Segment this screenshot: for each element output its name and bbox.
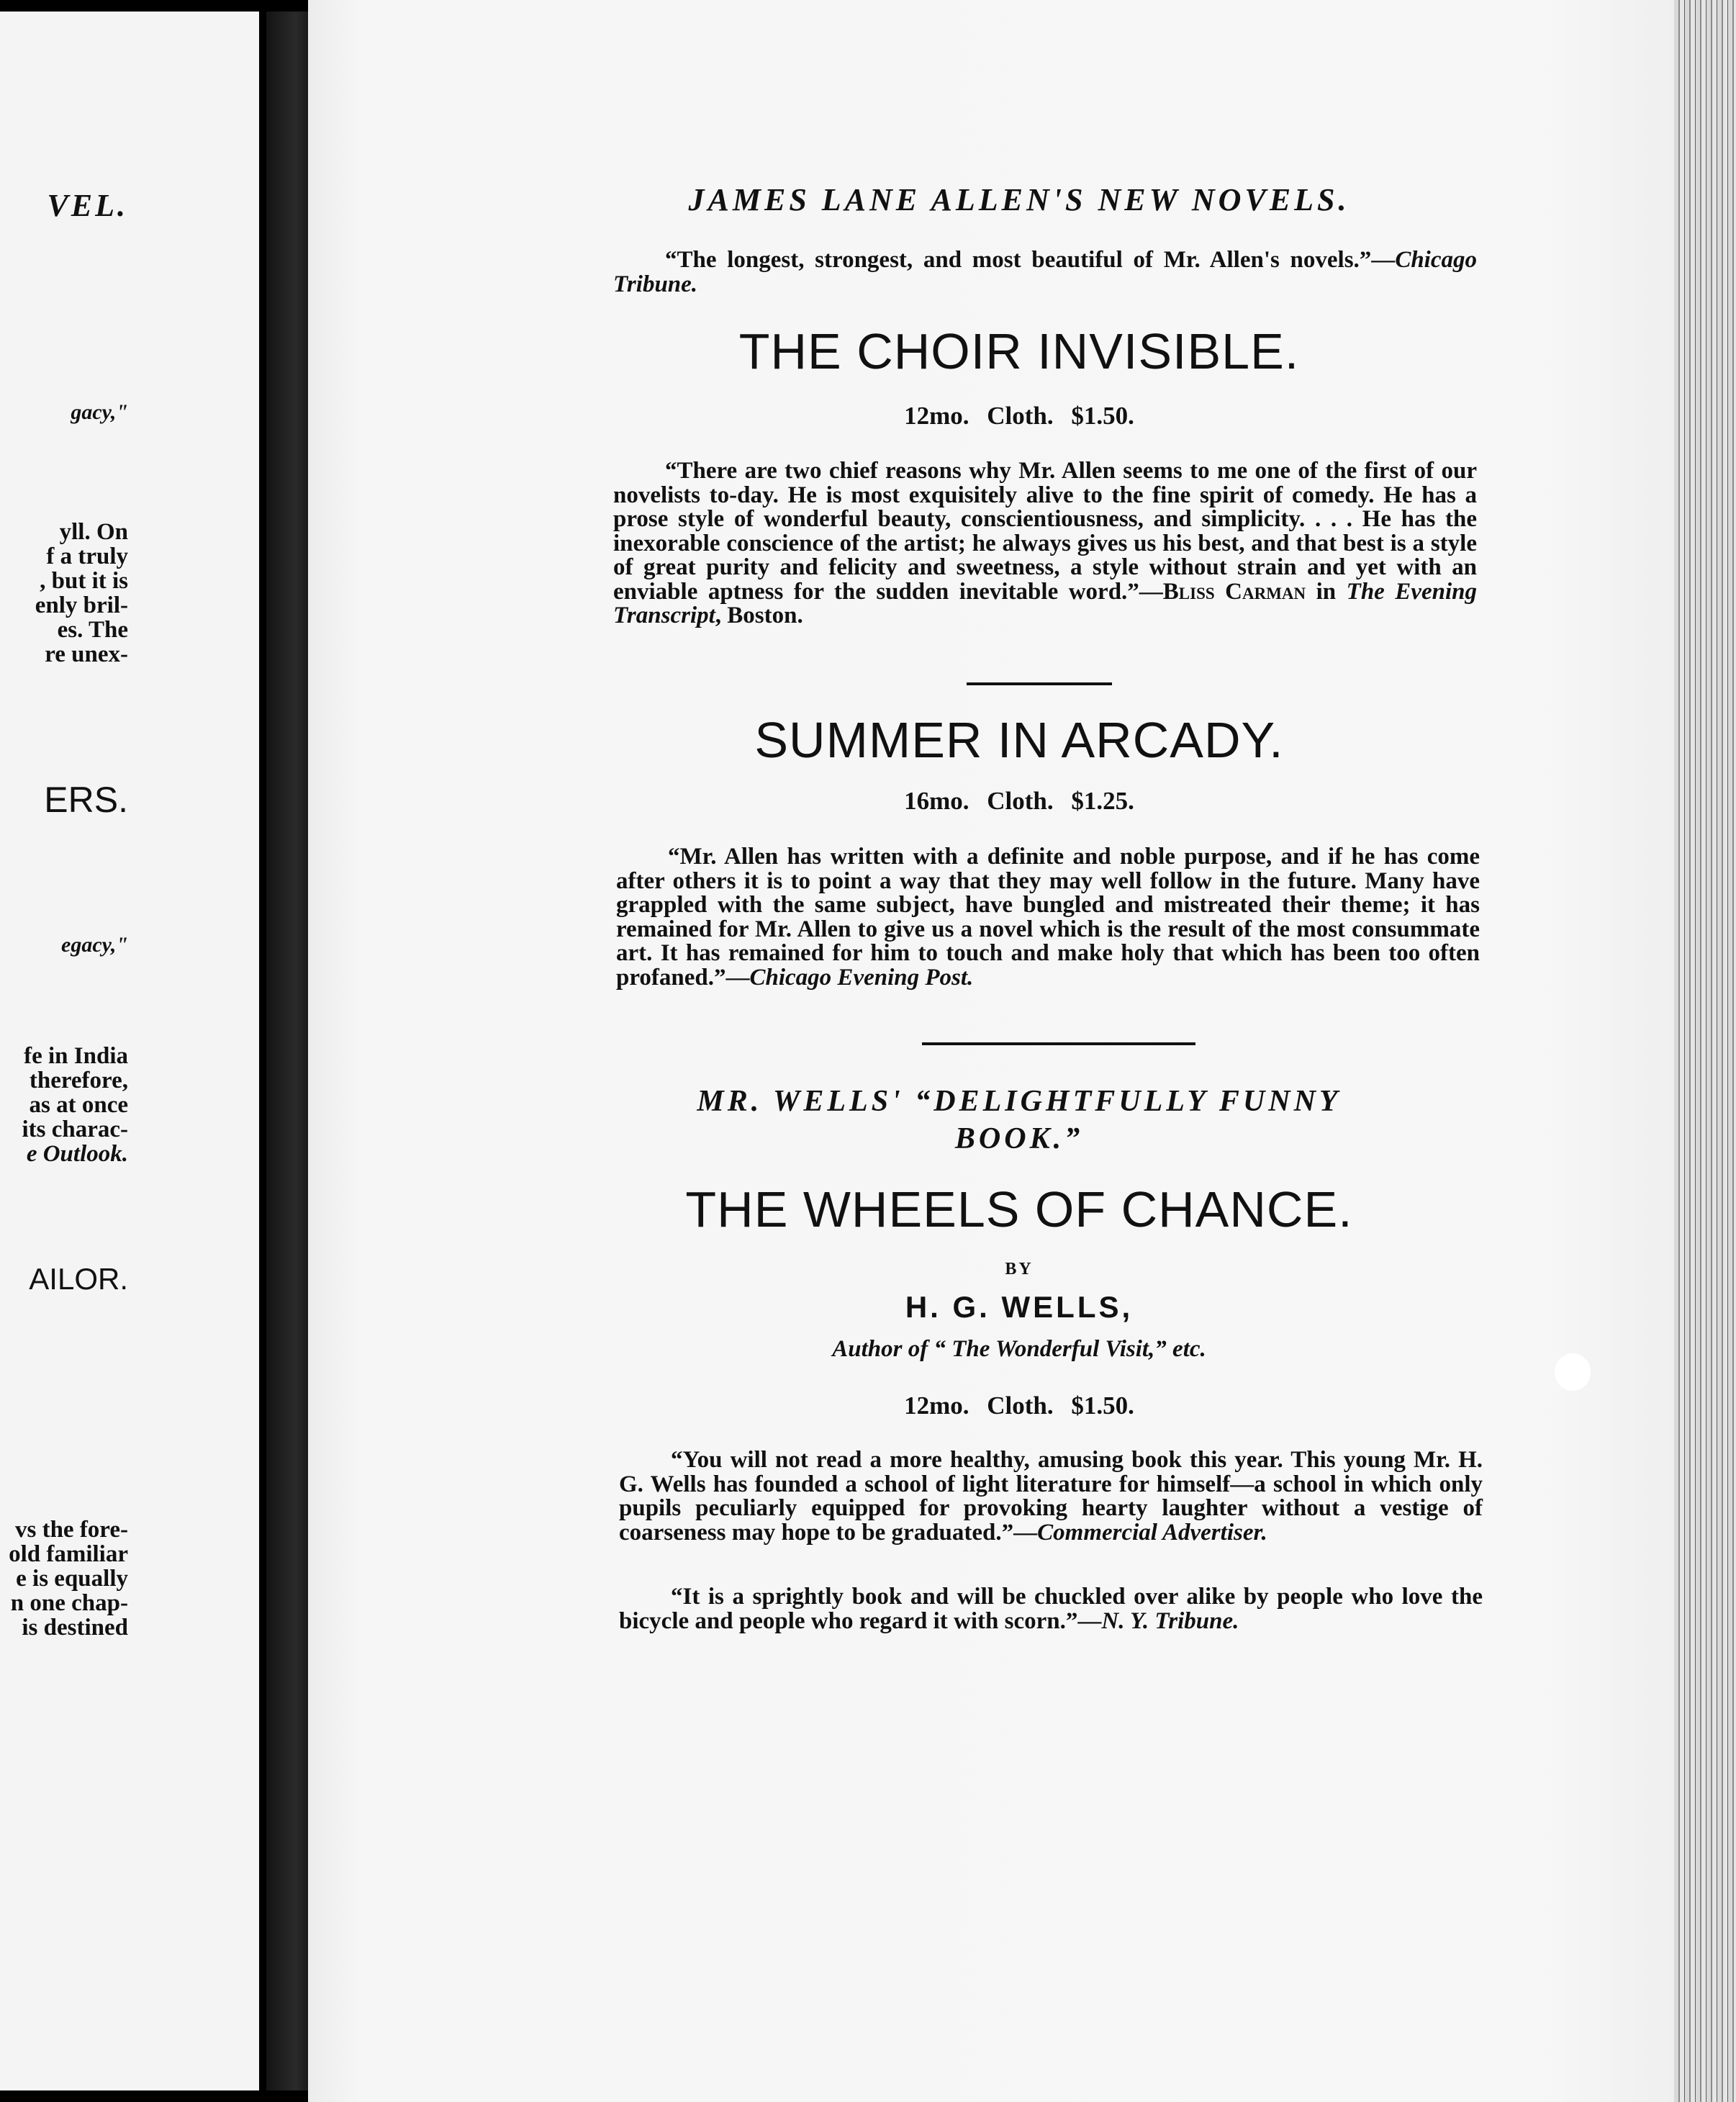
- review-text: “There are two chief reasons why Mr. Allen seems to me one of the first of our novelists to-day. He is most exquisitely alive to the fine spirit of comedy. He has a prose style of wonderful beauty, conscientiousness, and simplicity. . . . He has the inexorable conscience of the artist; he always gives us his best, and that best is a style of great purity and felicity and sweetness, a style without strain and yet with an enviable aptness for the sudden inevitable word.”—: [613, 458, 1477, 605]
- runner-line: MR. WELLS' “DELIGHTFULLY FUNNY: [697, 1085, 1342, 1118]
- left-fragment: yll. On: [59, 519, 128, 545]
- author-of-work: “ The Wonderful Visit,” etc.: [928, 1336, 1206, 1362]
- left-fragment: its charac-: [22, 1117, 128, 1142]
- book-price: 12mo. Cloth. $1.50.: [904, 1391, 1134, 1420]
- intro-quote-text: “The longest, strongest, and most beautiful of Mr. Allen's novels.”—: [665, 247, 1396, 273]
- left-fragment: is destined: [22, 1615, 128, 1641]
- paper-speck: [1555, 1353, 1591, 1391]
- left-fragment: egacy,": [61, 933, 128, 957]
- section-divider: [967, 682, 1112, 685]
- left-fragment: e Outlook.: [26, 1141, 128, 1167]
- book-title: THE CHOIR INVISIBLE.: [738, 323, 1300, 379]
- review-place: , Boston.: [715, 603, 803, 628]
- left-fragment: es. The: [57, 617, 128, 643]
- review-connector: in: [1306, 578, 1347, 605]
- book-review: [619, 1585, 1483, 1633]
- intro-quote: [613, 248, 1477, 297]
- review-text: “Mr. Allen has written with a definite and noble purpose, and if he has come after others it is to point a way that they may well follow in the future. Many have grappled with the same subject, have bungled and mistreated their theme; it has remained for Mr. Allen to give us a novel which is the result of the most consummate art. It has remained for him to touch and make holy that which has been too often profaned.”—: [616, 844, 1480, 991]
- left-fragment: therefore,: [29, 1068, 128, 1093]
- book-price: 16mo. Cloth. $1.25.: [904, 787, 1134, 815]
- left-fragment: fe in India: [24, 1043, 128, 1069]
- book-gutter: [266, 12, 308, 2090]
- left-fragment: gacy,": [71, 400, 128, 424]
- book-review: [619, 1448, 1483, 1545]
- left-fragment: as at once: [29, 1092, 128, 1118]
- left-fragment: VEL.: [47, 188, 128, 223]
- left-fragment: AILOR.: [29, 1262, 128, 1296]
- book-review: [616, 845, 1480, 990]
- previous-page: [0, 12, 259, 2090]
- review-source: Commercial Advertiser.: [1037, 1519, 1267, 1546]
- page-edges: [1674, 0, 1736, 2102]
- book-title: SUMMER IN ARCADY.: [754, 712, 1284, 768]
- book-price: 12mo. Cloth. $1.50.: [904, 402, 1134, 430]
- review-source: The Evening Transcript: [613, 578, 1477, 628]
- author-name: H. G. WELLS,: [905, 1290, 1134, 1324]
- runner-line: BOOK.”: [954, 1122, 1084, 1155]
- author-credits: [508, 1336, 1530, 1363]
- left-fragment: , but it is: [40, 568, 128, 594]
- book-title: THE WHEELS OF CHANCE.: [685, 1181, 1353, 1237]
- intro-quote-source: Chicago Tribune.: [613, 247, 1477, 297]
- book-runner-heading: [508, 1083, 1530, 1158]
- left-fragment: e is equally: [16, 1566, 128, 1592]
- section-divider: [922, 1042, 1195, 1045]
- review-source: Chicago Evening Post.: [749, 964, 974, 991]
- page-runner-heading: JAMES LANE ALLEN'S NEW NOVELS.: [688, 182, 1350, 217]
- review-author: Bliss Carman: [1162, 578, 1306, 605]
- left-fragment: n one chap-: [10, 1590, 128, 1616]
- by-line: BY: [1005, 1260, 1034, 1278]
- left-fragment: f a truly: [46, 543, 128, 569]
- advertisement-page: [308, 0, 1674, 2102]
- left-fragment: ERS.: [44, 780, 128, 820]
- left-fragment: re unex-: [45, 641, 128, 667]
- review-source: N. Y. Tribune.: [1101, 1607, 1239, 1634]
- author-of-prefix: Author of: [832, 1336, 928, 1362]
- book-review: [613, 459, 1477, 628]
- left-fragment: old familiar: [9, 1541, 128, 1567]
- left-fragment: enly bril-: [35, 592, 128, 618]
- review-text: “You will not read a more healthy, amusing book this year. This young Mr. H. G. Wells has founded a school of light literature for himself—a school in which only pupils peculiarly equipped for provoking hearty laughter without a vestige of coarseness may hope to be graduated.”—: [619, 1447, 1483, 1546]
- review-text: “It is a sprightly book and will be chuckled over alike by people who love the bicycle and people who regard it with scorn.”—: [619, 1584, 1483, 1634]
- left-fragment: vs the fore-: [14, 1517, 128, 1543]
